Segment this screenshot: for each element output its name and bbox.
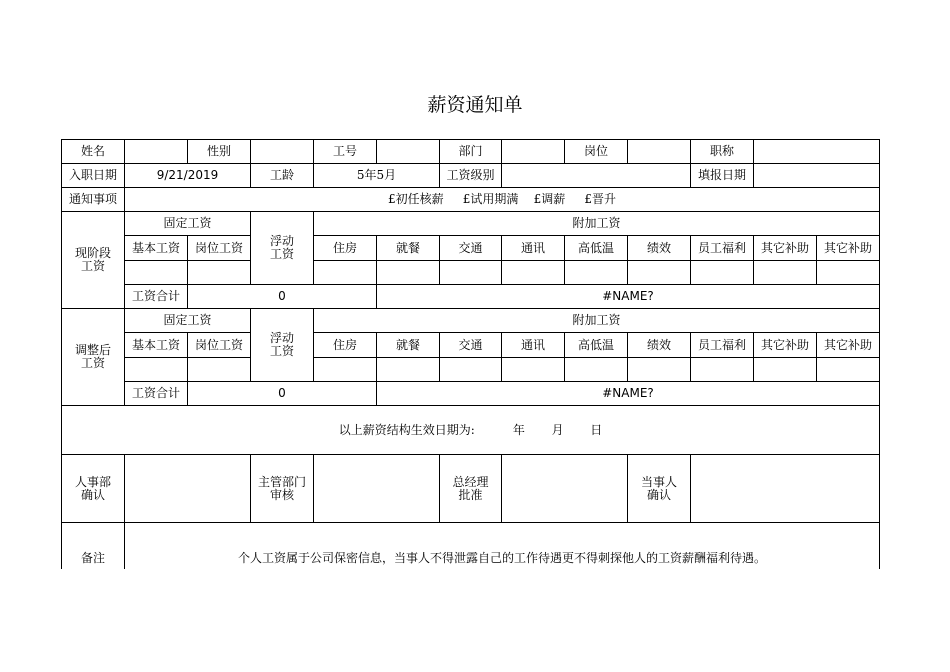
adjusted-other-allowance-field-2[interactable] [817,358,880,382]
adjusted-extra-salary-label: 附加工资 [314,309,880,333]
adjusted-temperature-label: 高低温 [565,333,628,358]
current-transport-field[interactable] [440,261,502,285]
current-salary-label-line2: 工资 [80,259,105,273]
adjusted-floating-line2: 工资 [269,344,294,358]
current-fixed-salary-label: 固定工资 [125,212,251,236]
adjusted-welfare-field[interactable] [691,358,754,382]
adjusted-salary-label-line2: 工资 [80,356,105,370]
current-performance-label: 绩效 [628,236,691,261]
adjusted-other-allowance-field-1[interactable] [754,358,817,382]
adjusted-temperature-field[interactable] [565,358,628,382]
hr-confirm-line1: 人事部 [74,474,111,489]
remark-text: 个人工资属于公司保密信息，当事人不得泄露自己的工作待遇更不得刺探他人的工资薪酬福利待遇。 [125,523,880,569]
hr-confirm-label [62,455,125,523]
rank-label: 职称 [691,140,754,164]
current-total-row [62,285,880,309]
current-other-allowance-label-1: 其它补助 [754,236,817,261]
join-date-value[interactable]: 9/21/2019 [125,164,251,188]
post-label: 岗位 [565,140,628,164]
adjusted-meal-label: 就餐 [377,333,440,358]
post-field[interactable] [628,140,691,164]
current-total-label: 工资合计 [125,285,188,309]
salary-grade-field[interactable] [502,164,691,188]
employment-row [62,164,880,188]
adjusted-post-pay-label: 岗位工资 [188,333,251,358]
adjusted-total-label: 工资合计 [125,382,188,406]
adjusted-floating-salary-label [251,309,314,382]
adjusted-post-pay-field[interactable] [188,358,251,382]
adjusted-items-row [62,333,880,358]
gender-field[interactable] [251,140,314,164]
adjusted-other-allowance-label-2: 其它补助 [817,333,880,358]
manager-review-line1: 主管部门 [257,474,306,489]
adjusted-values-row [62,358,880,382]
effective-date-row [62,406,880,455]
party-confirm-line2: 确认 [646,487,671,502]
current-welfare-label: 员工福利 [691,236,754,261]
party-confirm-signature[interactable] [691,455,880,523]
current-extra-total-value: #NAME? [377,285,880,309]
adjusted-performance-field[interactable] [628,358,691,382]
join-date-label: 入职日期 [62,164,125,188]
fill-date-field[interactable] [754,164,880,188]
page-title: 薪资通知单 [427,94,523,116]
current-base-pay-label: 基本工资 [125,236,188,261]
manager-review-label [251,455,314,523]
adjusted-base-pay-label: 基本工资 [125,333,188,358]
current-welfare-field[interactable] [691,261,754,285]
adjusted-other-allowance-label-1: 其它补助 [754,333,817,358]
notice-options[interactable]: £初任核薪 £试用期满 £调薪 £晋升 [125,188,880,212]
current-housing-field[interactable] [314,261,377,285]
current-meal-label: 就餐 [377,236,440,261]
remark-row [62,523,880,569]
seniority-value[interactable]: 5年5月 [314,164,440,188]
current-salary-label [62,212,125,309]
adjusted-communication-field[interactable] [502,358,565,382]
department-field[interactable] [502,140,565,164]
gm-approval-line1: 总经理 [452,474,489,489]
employee-id-field[interactable] [377,140,440,164]
current-floating-salary-label [251,212,314,285]
current-post-pay-field[interactable] [188,261,251,285]
adjusted-transport-label: 交通 [440,333,502,358]
current-extra-salary-label: 附加工资 [314,212,880,236]
adjusted-performance-label: 绩效 [628,333,691,358]
adjusted-housing-label: 住房 [314,333,377,358]
current-header-row [62,212,880,236]
current-values-row [62,261,880,285]
adjusted-extra-total-value: #NAME? [377,382,880,406]
adjusted-floating-line1: 浮动 [269,331,294,345]
adjusted-housing-field[interactable] [314,358,377,382]
current-transport-label: 交通 [440,236,502,261]
adjusted-header-row [62,309,880,333]
current-other-allowance-field-1[interactable] [754,261,817,285]
adjusted-fixed-salary-label: 固定工资 [125,309,251,333]
rank-field[interactable] [754,140,880,164]
current-performance-field[interactable] [628,261,691,285]
party-confirm-label [628,455,691,523]
salary-notice-form [61,139,880,569]
adjusted-transport-field[interactable] [440,358,502,382]
adjusted-total-row [62,382,880,406]
current-floating-line2: 工资 [269,247,294,261]
notice-row [62,188,880,212]
current-base-pay-field[interactable] [125,261,188,285]
gender-label: 性别 [188,140,251,164]
adjusted-base-pay-field[interactable] [125,358,188,382]
adjusted-communication-label: 通讯 [502,333,565,358]
hr-confirm-line2: 确认 [80,487,105,502]
remark-label: 备注 [62,523,125,569]
current-communication-field[interactable] [502,261,565,285]
hr-confirm-signature[interactable] [125,455,251,523]
adjusted-total-value: 0 [188,382,377,406]
current-communication-label: 通讯 [502,236,565,261]
current-meal-field[interactable] [377,261,440,285]
current-floating-line1: 浮动 [269,234,294,248]
gm-approval-signature[interactable] [502,455,628,523]
adjusted-salary-label [62,309,125,406]
current-temperature-label: 高低温 [565,236,628,261]
current-post-pay-label: 岗位工资 [188,236,251,261]
gm-approval-label [440,455,502,523]
department-label: 部门 [440,140,502,164]
adjusted-meal-field[interactable] [377,358,440,382]
manager-review-signature[interactable] [314,455,440,523]
current-other-allowance-field-2[interactable] [817,261,880,285]
employee-id-label: 工号 [314,140,377,164]
current-items-row [62,236,880,261]
signature-row [62,455,880,523]
current-salary-label-line1: 现阶段 [74,246,111,260]
name-label: 姓名 [62,140,125,164]
seniority-label: 工龄 [251,164,314,188]
basic-info-row [62,140,880,164]
current-housing-label: 住房 [314,236,377,261]
adjusted-welfare-label: 员工福利 [691,333,754,358]
notice-label: 通知事项 [62,188,125,212]
fill-date-label: 填报日期 [691,164,754,188]
current-temperature-field[interactable] [565,261,628,285]
current-other-allowance-label-2: 其它补助 [817,236,880,261]
gm-approval-line2: 批准 [458,487,483,502]
current-total-value: 0 [188,285,377,309]
manager-review-line2: 审核 [269,487,294,502]
party-confirm-line1: 当事人 [640,474,677,489]
adjusted-salary-label-line1: 调整后 [74,343,111,357]
effective-date-text: 以上薪资结构生效日期为: 年 月 日 [62,406,880,455]
salary-grade-label: 工资级别 [440,164,502,188]
name-field[interactable] [125,140,188,164]
